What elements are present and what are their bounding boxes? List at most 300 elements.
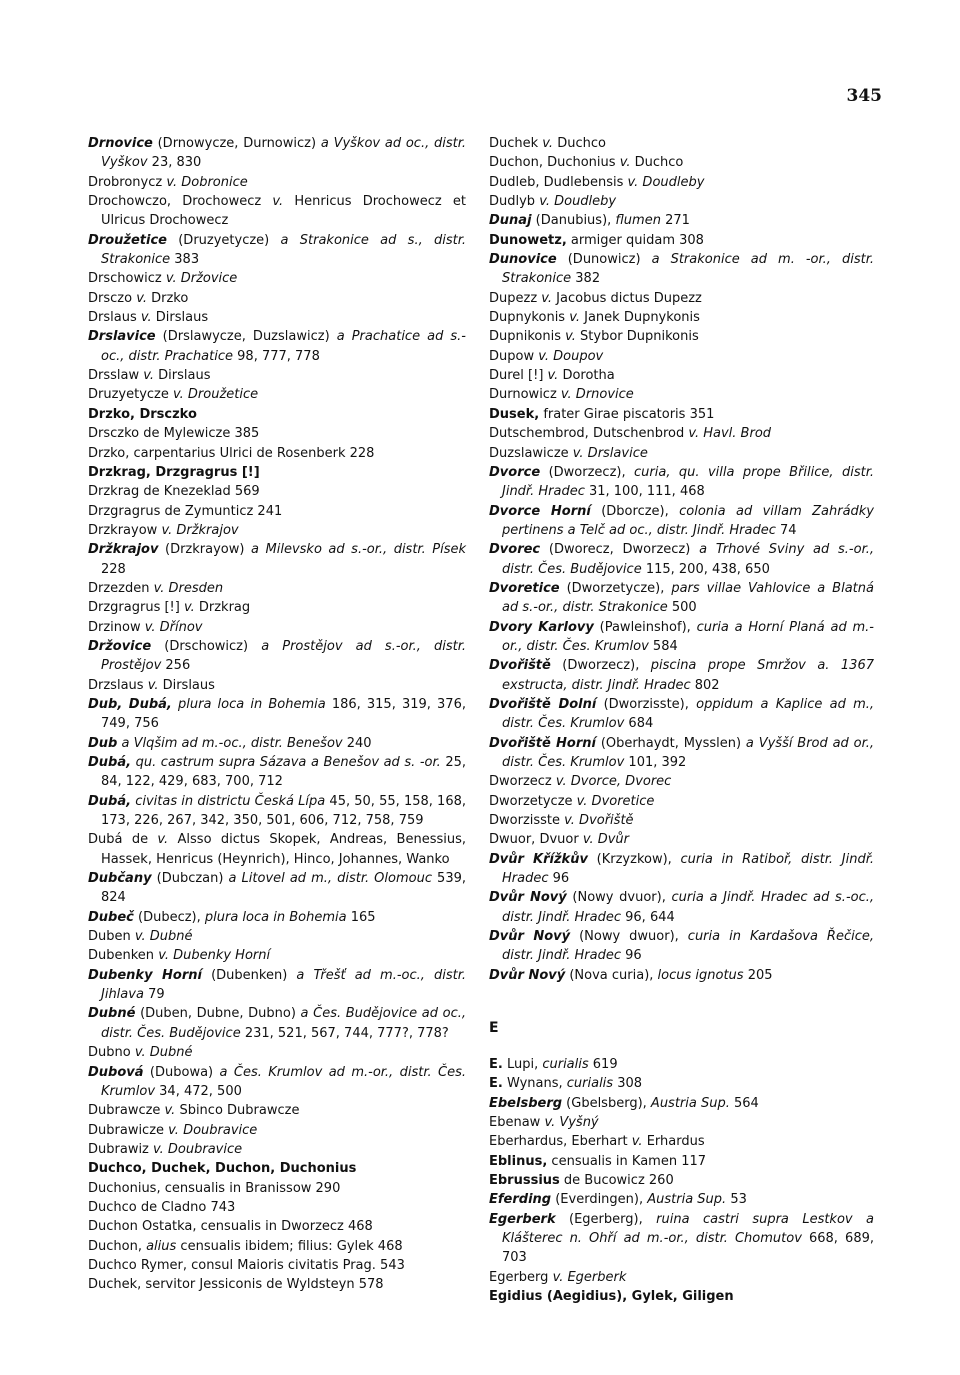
index-entry — [489, 289, 874, 308]
index-entry — [88, 289, 466, 308]
entry-text: Duchco de Cladno 743 — [88, 1199, 236, 1215]
index-entry — [489, 830, 874, 849]
entry-headword: Eblinus, — [489, 1153, 548, 1169]
entry-text: Drzslaus — [88, 677, 148, 693]
entry-text: 23, 830 — [147, 155, 202, 171]
entry-headword: Dvory Karlovy — [489, 619, 594, 635]
index-entry — [489, 308, 874, 327]
index-entry — [489, 1287, 874, 1306]
entry-text: Dworzecz — [489, 774, 556, 790]
entry-text: 802 — [690, 677, 720, 693]
entry-headword: Drslavice — [88, 329, 156, 345]
index-entry — [88, 385, 466, 404]
entry-headword: Dubá, — [88, 755, 132, 770]
index-entry — [489, 1190, 874, 1209]
entry-italic-text: v. Doubravice — [168, 1122, 258, 1138]
entry-italic-text: v. Dřínov — [144, 619, 203, 635]
index-entry — [489, 811, 874, 830]
index-entry — [489, 192, 874, 211]
index-entry — [489, 1094, 874, 1113]
index-entry — [88, 618, 466, 637]
index-entry — [88, 231, 466, 270]
entry-text: Drobronycz — [88, 174, 167, 190]
index-entry — [489, 695, 874, 734]
entry-italic-text: plura loca in Bohemia — [204, 909, 347, 925]
index-entry — [88, 830, 466, 869]
entry-italic-text: curia, qu. villa prope Břilice, distr. Jindř. Hradec — [502, 464, 874, 500]
entry-text: 53 — [726, 1192, 747, 1208]
entry-italic-text: v. Vyšný — [544, 1114, 599, 1130]
entry-text: Duchek, servitor Jessiconis de Wyldsteyn 578 — [88, 1277, 384, 1293]
index-entry — [489, 463, 874, 502]
entry-headword: Dubenky Horní — [88, 967, 202, 983]
entry-italic-text: v. — [136, 290, 147, 306]
entry-headword: Dvůr Křížkův — [489, 851, 588, 867]
entry-headword: Droužetice — [88, 232, 167, 248]
entry-text: Drschowicz — [88, 271, 166, 287]
section-spacer — [489, 985, 874, 1004]
entry-italic-text: v. — [157, 832, 169, 848]
index-entry — [489, 134, 874, 153]
entry-text: censualis ibidem; filius: Gylek 468 — [176, 1238, 403, 1254]
entry-text: 79 — [143, 987, 165, 1003]
entry-italic-text: qu. castrum supra Sázava a Benešov ad s. -or. — [131, 755, 441, 770]
entry-italic-text: curialis — [542, 1056, 589, 1072]
index-entry — [88, 405, 466, 424]
entry-text: Duchon, — [88, 1238, 147, 1254]
index-entry — [88, 1198, 466, 1217]
entry-italic-text: v. — [542, 136, 554, 151]
entry-headword: Ebrussius — [489, 1172, 560, 1188]
index-entry — [489, 1113, 874, 1132]
entry-text: Drsczo — [88, 290, 137, 306]
index-entry — [489, 1171, 874, 1190]
entry-text: 382 — [571, 271, 601, 287]
entry-text: Drzgragrus [!] — [88, 600, 184, 616]
entry-text: Ebenaw — [489, 1114, 545, 1130]
entry-text: (Druzyetycze) — [166, 232, 281, 248]
entry-headword: Dvorce — [489, 464, 541, 480]
entry-text: Dorotha — [558, 368, 615, 384]
entry-headword: Ebelsberg — [489, 1095, 563, 1111]
entry-headword: Dubčany — [88, 871, 152, 887]
index-entry — [88, 502, 466, 521]
entry-text: Henricus Drochowecz et Ulricus Drochowecz — [101, 194, 466, 229]
entry-italic-text: v. — [272, 194, 284, 210]
entry-italic-text: v. Dubné — [134, 1045, 193, 1061]
entry-italic-text: a Vyškov ad oc., distr. Vyškov — [101, 136, 467, 171]
entry-text: Drzezden — [88, 580, 154, 596]
index-entry — [489, 772, 874, 791]
entry-italic-text: a Čes. Budějovice ad oc., distr. Čes. Budějovice — [101, 1006, 466, 1041]
entry-italic-text: v. — [619, 155, 631, 171]
index-entry — [489, 444, 874, 463]
index-entry — [88, 1121, 466, 1140]
index-entry — [88, 792, 466, 831]
entry-italic-text: plura loca in Bohemia — [171, 696, 326, 712]
entry-text: Drzko — [146, 290, 189, 306]
entry-italic-text: Austria Sup. — [650, 1095, 730, 1111]
index-entry — [88, 269, 466, 288]
entry-text: censualis in Kamen 117 — [547, 1153, 707, 1169]
entry-italic-text: v. Dresden — [153, 580, 224, 596]
entry-text: (Krzyzkow), — [587, 851, 681, 867]
index-entry — [489, 366, 874, 385]
index-entry — [489, 1132, 874, 1151]
index-entry — [88, 1179, 466, 1198]
entry-text: (Gbelsberg), — [562, 1095, 651, 1111]
entry-headword: Egidius (Aegidius), Gylek, Giligen — [489, 1288, 734, 1304]
index-entry — [88, 444, 466, 463]
entry-headword: Dub — [88, 735, 118, 751]
entry-headword: E. — [489, 1076, 503, 1092]
right-index-column — [489, 134, 874, 1306]
entry-text: 584 — [648, 638, 678, 654]
d-entries-list — [489, 134, 874, 985]
index-entry — [489, 405, 874, 424]
entry-text: Durel [!] — [489, 368, 548, 384]
index-entry — [489, 579, 874, 618]
entry-italic-text: pars villae Vahlovice a Blatná ad s.-or., distr. Strakonice — [502, 580, 874, 616]
section-letter-heading: E — [489, 1020, 499, 1037]
entry-italic-text: oppidum a Kaplice ad m., distr. Čes. Krumlov — [502, 696, 875, 732]
entry-italic-text: v. Držovice — [165, 271, 238, 287]
index-entry — [489, 1055, 874, 1074]
entry-text: 96 — [548, 871, 570, 887]
entry-text: Dudleb, Dudlebensis — [489, 174, 628, 190]
entry-italic-text: v. — [547, 368, 559, 384]
index-entry — [489, 1152, 874, 1171]
left-index-column — [88, 134, 466, 1295]
entry-italic-text: v. Dubenky Horní — [158, 948, 271, 964]
entry-italic-text: a Strakonice ad m. -or., distr. Strakonice — [502, 252, 874, 287]
entry-text: 271 — [660, 213, 690, 229]
entry-headword: Dubné — [88, 1006, 136, 1022]
entry-text: (Drslawycze, Duzslawicz) — [155, 329, 337, 345]
entry-text: 96, 644 — [621, 909, 675, 925]
entry-italic-text: v. Doubravice — [153, 1141, 243, 1157]
entry-text: (Danubius), — [531, 213, 616, 229]
entry-italic-text: Austria Sup. — [647, 1192, 727, 1208]
entry-text: 619 — [588, 1056, 618, 1072]
entry-italic-text: v. — [140, 310, 152, 326]
index-entry — [88, 927, 466, 946]
entry-text: 500 — [667, 600, 697, 616]
entry-italic-text: v. Doupov — [538, 348, 604, 364]
entry-headword: Dvůr Nový — [489, 967, 566, 983]
index-entry — [88, 482, 466, 501]
entry-text: (Dubczan) — [151, 871, 229, 887]
index-entry — [489, 424, 874, 443]
entry-text: Sbinco Dubrawcze — [175, 1103, 300, 1119]
entry-text: 45, 50, 55, 158, 168, 173, 226, 267, 342, 350, 501, 606, 712, 758, 759 — [101, 793, 466, 829]
index-entry — [489, 173, 874, 192]
entry-text: (Nowy dvuor), — [566, 890, 672, 906]
entry-headword: Dubeč — [88, 909, 134, 925]
entry-italic-text: v. Dvůr — [582, 832, 630, 848]
entry-text: Durnowicz — [489, 387, 561, 403]
entry-text: Lupi, — [502, 1056, 543, 1072]
index-entry — [88, 1256, 466, 1275]
entry-italic-text: flumen — [615, 213, 661, 229]
entry-text: Dutschembrod, Dutschenbrod — [489, 426, 689, 442]
entry-italic-text: locus ignotus — [657, 967, 744, 983]
entry-text: 564 — [729, 1095, 759, 1111]
index-entry — [88, 1063, 466, 1102]
entry-italic-text: v. — [147, 677, 159, 693]
index-entry — [489, 966, 874, 985]
entry-text: 115, 200, 438, 650 — [641, 561, 770, 577]
entry-italic-text: v. — [541, 290, 553, 306]
entry-italic-text: a Čes. Krumlov ad m.-or., distr. Čes. Krumlov — [101, 1064, 466, 1099]
entry-italic-text: a Trhové Sviny ad s.-or., distr. Čes. Budějovice — [502, 542, 874, 577]
entry-text: Stybor Dupnikonis — [575, 329, 699, 345]
entry-italic-text: civitas in districtu Česká Lípa — [131, 793, 326, 809]
index-entry — [88, 1043, 466, 1062]
entry-italic-text: curia a Jindř. Hradec ad s.-oc., distr. Jindř. Hradec — [502, 890, 874, 925]
index-entry — [88, 637, 466, 676]
entry-text: 96 — [621, 948, 642, 964]
entry-italic-text: v. Dvoretice — [576, 793, 655, 809]
entry-text: Druzyetycze — [88, 387, 174, 403]
entry-text: 101, 392 — [624, 755, 687, 770]
entry-italic-text: v. Dvořiště — [564, 813, 634, 829]
entry-italic-text: v. Dubné — [134, 929, 193, 945]
entry-text: (Dubenken) — [201, 967, 297, 983]
entry-text: Dubrawicze — [88, 1122, 169, 1138]
entry-text: 308 — [613, 1076, 643, 1092]
entry-text: Duchon Ostatka, censualis in Dworzecz 468 — [88, 1219, 373, 1235]
entry-italic-text: curia in Kardašova Řečice, distr. Jindř. Hradec — [502, 929, 874, 964]
entry-text: 231, 521, 567, 744, 777?, 778? — [240, 1025, 449, 1041]
index-entry — [88, 424, 466, 443]
entry-text: (Dworzecz), — [540, 464, 635, 480]
entry-text: (Duben, Dubne, Dubno) — [135, 1006, 301, 1022]
entry-text: Eberhardus, Eberhart — [489, 1134, 632, 1150]
entry-headword: Dvůr Nový — [489, 929, 571, 945]
index-entry — [489, 888, 874, 927]
entry-text: Erhardus — [642, 1134, 705, 1150]
entry-headword: Drnovice — [88, 136, 153, 151]
entry-headword: Dvorce Horní — [489, 503, 591, 519]
entry-text: Dubenken — [88, 948, 159, 964]
entry-text: Drzinow — [88, 619, 145, 635]
entry-text: Janek Dupnykonis — [579, 310, 700, 326]
entry-text: Duchco — [630, 155, 684, 171]
entry-text: Drzgragrus de Zymunticz 241 — [88, 503, 283, 519]
entry-text: Dupezz — [489, 290, 542, 306]
entry-headword: Dunovice — [489, 252, 557, 268]
entry-text: (Dubecz), — [133, 909, 205, 925]
entry-headword: Dvořiště Dolní — [489, 696, 597, 712]
entry-headword: Dubá, — [88, 793, 132, 809]
entry-italic-text: a Prachatice ad s.-oc., distr. Prachatice — [101, 329, 466, 364]
entry-headword: Dvůr Nový — [489, 890, 567, 906]
entry-text: (Drnowycze, Durnowicz) — [152, 136, 321, 151]
entry-text: Dupnikonis — [489, 329, 566, 345]
entry-italic-text: a Milevsko ad s.-or., distr. Písek — [251, 542, 466, 558]
entry-text: (Dunowicz) — [556, 252, 652, 268]
index-entry — [489, 1268, 874, 1287]
index-entry — [88, 327, 466, 366]
entry-text: Jacobus dictus Dupezz — [552, 290, 702, 306]
entry-text: 165 — [346, 909, 376, 925]
entry-text: Wynans, — [502, 1076, 567, 1092]
entry-text: 256 — [161, 658, 191, 674]
entry-headword: Dunowetz, — [489, 232, 567, 248]
entry-text: Dirslaus — [151, 310, 209, 326]
entry-headword: Dvorec — [489, 542, 541, 558]
entry-italic-text: v. Doudleby — [539, 194, 617, 210]
index-entry — [489, 734, 874, 773]
entry-headword: Dub, Dubá, — [88, 696, 172, 712]
entry-headword: Držovice — [88, 638, 152, 654]
entry-headword: Dvoretice — [489, 580, 560, 596]
entry-text: Egerberg — [489, 1269, 553, 1285]
entry-text: Duchek — [489, 136, 543, 151]
entry-text: Dirslaus — [158, 677, 215, 693]
index-entry — [489, 792, 874, 811]
index-entry — [88, 676, 466, 695]
entry-text: Drsslaw — [88, 368, 144, 384]
entry-headword: Eferding — [489, 1192, 552, 1208]
entry-italic-text: v. Drslavice — [572, 445, 648, 461]
entry-text: 228 — [101, 561, 126, 577]
index-entry — [88, 869, 466, 908]
entry-italic-text: a Prostějov ad s.-or., distr. Prostějov — [101, 638, 467, 674]
entry-text: 684 — [624, 716, 654, 732]
entry-text: Dwuor, Dvuor — [489, 832, 583, 848]
index-entry — [88, 966, 466, 1005]
entry-italic-text: alius — [146, 1238, 177, 1254]
entry-text: Alsso dictus Skopek, Andreas, Benessius, Hassek, Henricus (Heynrich), Hinco, Johannes, Wanko — [101, 832, 466, 867]
index-entry — [88, 753, 466, 792]
entry-text: 205 — [743, 967, 773, 983]
entry-text: (Dworecz, Dworzecz) — [540, 542, 700, 558]
index-entry — [489, 927, 874, 966]
entry-italic-text: piscina prope Smržov a. 1367 exstructa, distr. Jindř. Hradec — [502, 658, 874, 693]
entry-text: (Dworzetycze), — [559, 580, 672, 596]
entry-italic-text: curia a Horní Planá ad m.-or., distr. Čes. Krumlov — [502, 619, 874, 654]
entry-headword: Dubová — [88, 1064, 144, 1080]
entry-text: Drzkrag de Knezeklad 569 — [88, 484, 260, 500]
entry-text: (Nova curia), — [565, 967, 658, 983]
entry-headword: Dvořiště Horní — [489, 735, 596, 751]
entry-text: Drochowczo, Drochowecz — [88, 194, 273, 210]
entry-text: Drsczko de Mylewicze 385 — [88, 426, 260, 442]
entry-text: Duben — [88, 929, 135, 945]
entry-text: (Dborcze), — [590, 503, 680, 519]
entry-text: Duchonius, censualis in Branissow 290 — [88, 1180, 341, 1196]
entry-italic-text: a Vlqšim ad m.-oc., distr. Benešov — [117, 735, 343, 751]
entry-text: Drzkrayow — [88, 522, 162, 538]
entry-italic-text: v. — [183, 600, 195, 616]
index-entry — [489, 250, 874, 289]
entry-text: (Drzkrayow) — [158, 542, 251, 558]
entry-italic-text: v. Dobronice — [166, 174, 248, 190]
entry-headword: Dusek, — [489, 406, 540, 422]
index-entry — [489, 385, 874, 404]
entry-text: Dupnykonis — [489, 310, 570, 326]
index-entry — [88, 521, 466, 540]
index-entry — [88, 598, 466, 617]
index-entry — [88, 1159, 466, 1178]
index-entry — [88, 734, 466, 753]
entry-italic-text: curia in Ratiboř, distr. Jindř. Hradec — [502, 851, 874, 887]
entry-text: Dubrawiz — [88, 1141, 154, 1157]
index-entry — [489, 656, 874, 695]
entry-text: Dubá de — [88, 832, 158, 848]
entry-headword: Drzko, Drsczko — [88, 406, 197, 422]
entry-text: (Dubowa) — [143, 1064, 220, 1080]
entry-headword: Dunaj — [489, 213, 532, 229]
entry-text: Duchon, Duchonius — [489, 155, 620, 171]
entry-text: (Oberhaydt, Mysslen) — [596, 735, 746, 751]
entry-text: 34, 472, 500 — [155, 1083, 242, 1099]
index-entry — [88, 192, 466, 231]
entry-italic-text: v. Egerberk — [552, 1269, 627, 1285]
entry-headword: E. — [489, 1056, 503, 1072]
entry-text: (Dworzisste), — [596, 696, 697, 712]
index-entry — [489, 502, 874, 541]
index-entry — [88, 134, 466, 173]
entry-text: Drzkrag — [194, 600, 251, 616]
entry-text: 186, 315, 319, 376, 749, 756 — [101, 696, 466, 732]
index-entry — [489, 1074, 874, 1093]
entry-text: (Egerberg), — [555, 1211, 657, 1227]
index-entry — [489, 850, 874, 889]
index-entry — [489, 153, 874, 172]
entry-text: Dirslaus — [154, 368, 211, 384]
index-entry — [88, 946, 466, 965]
entry-italic-text: v. — [569, 310, 580, 326]
entry-text: Drslaus — [88, 310, 141, 326]
index-entry — [88, 579, 466, 598]
entry-text: Duchco — [553, 136, 606, 151]
entry-text: Dubno — [88, 1045, 135, 1061]
entry-text: Dubrawcze — [88, 1103, 165, 1119]
entry-text: 74 — [775, 522, 797, 538]
index-entry — [88, 1101, 466, 1120]
entry-text: Dupow — [489, 348, 539, 364]
entry-italic-text: v. Drnovice — [560, 387, 634, 403]
page-number: 345 — [846, 86, 882, 106]
entry-text: (Nowy dwuor), — [570, 929, 688, 945]
entry-text: 25, 84, 122, 429, 683, 700, 712 — [101, 755, 466, 790]
entry-text: (Dworzecz), — [550, 658, 651, 674]
entry-text: Duchco Rymer, consul Maioris civitatis Prag. 543 — [88, 1257, 405, 1273]
index-entry — [489, 1210, 874, 1268]
entry-text: frater Girae piscatoris 351 — [539, 406, 715, 422]
entry-text: 98, 777, 778 — [233, 348, 320, 364]
entry-italic-text: a Litovel ad m., distr. Olomouc — [228, 871, 432, 887]
entry-italic-text: v. Droužetice — [173, 387, 259, 403]
entry-text: (Everdingen), — [551, 1192, 648, 1208]
entry-text: Duzslawicze — [489, 445, 573, 461]
entry-text: 383 — [170, 252, 200, 268]
entry-italic-text: v. — [565, 329, 576, 345]
entry-italic-text: v. Doudleby — [627, 174, 705, 190]
entry-italic-text: v. — [143, 368, 155, 384]
entry-text: Dworzisste — [489, 813, 565, 829]
entry-headword: Držkrajov — [88, 542, 159, 558]
index-entry — [489, 231, 874, 250]
index-entry — [88, 1275, 466, 1294]
index-entry — [489, 540, 874, 579]
entry-text: Drzko, carpentarius Ulrici de Rosenberk 228 — [88, 445, 375, 461]
entry-italic-text: v. — [631, 1134, 643, 1150]
e-entries-list — [489, 1055, 874, 1306]
